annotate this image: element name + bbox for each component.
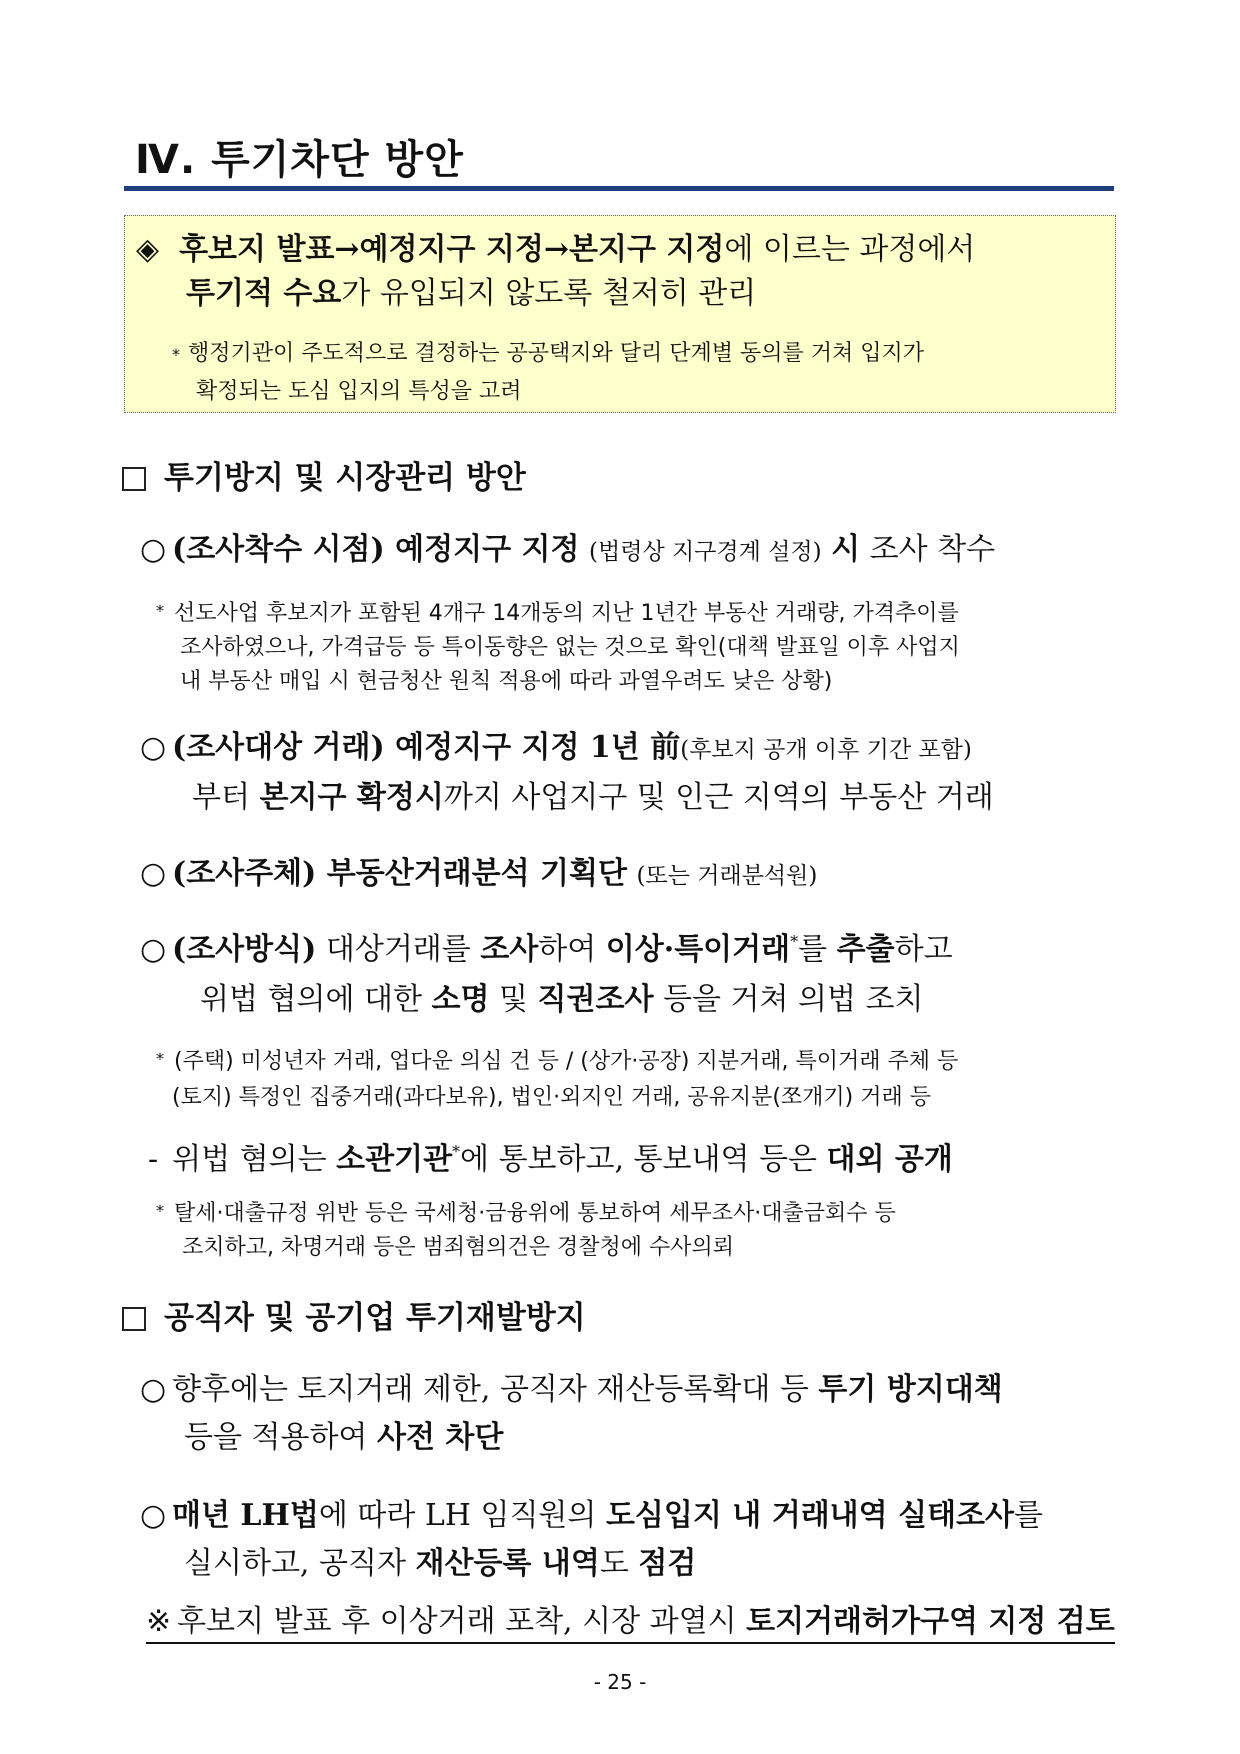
bullet-survey-target-2: 부터 본지구 확정시까지 사업지구 및 인근 지역의 부동산 거래 bbox=[192, 780, 994, 815]
note-abnormal-trades: * (주택) 미성년자 거래, 업다운 의심 건 등 / (상가·공장) 지분거래, 특이거래 주체 등 bbox=[156, 1049, 959, 1074]
bullet-survey-start: ○ (조사착수 시점) 예정지구 지정 (법령상 지구경계 설정) 시 조사 착수 bbox=[140, 532, 996, 567]
final-note: ※ 후보지 발표 후 이상거래 포착, 시장 과열시 토지거래허가구역 지정 검토 bbox=[146, 1596, 1115, 1644]
summary-line-2: 투기적 수요가 유입되지 않도록 철저히 관리 bbox=[186, 276, 757, 311]
dash-violation-notice: - 위법 혐의는 소관기관*에 통보하고, 통보내역 등은 대외 공개 bbox=[148, 1142, 953, 1177]
page-title: Ⅳ. 투기차단 방안 bbox=[135, 137, 464, 183]
bullet-survey-target: ○ (조사대상 거래) 예정지구 지정 1년 前(후보지 공개 이후 기간 포함) bbox=[140, 730, 972, 765]
diamond-marker-icon: ◈ bbox=[136, 232, 160, 267]
summary-note-2: 확정되는 도심 입지의 특성을 고려 bbox=[196, 379, 522, 404]
note-tax-referral-2: 조치하고, 차명거래 등은 범죄혐의건은 경찰청에 수사의뢰 bbox=[182, 1235, 735, 1260]
bullet-lh-survey-2: 실시하고, 공직자 재산등록 내역도 점검 bbox=[184, 1546, 697, 1581]
bullet-future-measures-2: 등을 적용하여 사전 차단 bbox=[184, 1420, 504, 1455]
bullet-future-measures: ○ 향후에는 토지거래 제한, 공직자 재산등록확대 등 투기 방지대책 bbox=[140, 1372, 1003, 1407]
checkbox-square-icon bbox=[122, 467, 146, 491]
note-tax-referral: * 탈세·대출규정 위반 등은 국세청·금융위에 통보하여 세무조사·대출금회수 등 bbox=[156, 1201, 896, 1226]
bullet-survey-subject: ○ (조사주체) 부동산거래분석 기획단 (또는 거래분석원) bbox=[140, 856, 818, 891]
section-heading-1: 투기방지 및 시장관리 방안 bbox=[122, 452, 526, 497]
note-survey-result: * 선도사업 후보지가 포함된 4개구 14개동의 지난 1년간 부동산 거래량, 가격추이를 bbox=[156, 601, 959, 626]
note-survey-result-2: 조사하였으나, 가격급등 등 특이동향은 없는 것으로 확인(대책 발표일 이후 사업지 bbox=[180, 635, 960, 660]
checkbox-square-icon bbox=[122, 1307, 146, 1331]
summary-line-1: ◈ 후보지 발표→예정지구 지정→본지구 지정에 이르는 과정에서 bbox=[136, 232, 976, 267]
bullet-survey-method-2: 위법 협의에 대한 소명 및 직권조사 등을 거쳐 의법 조치 bbox=[200, 982, 924, 1017]
bullet-survey-method: ○ (조사방식) 대상거래를 조사하여 이상·특이거래*를 추출하고 bbox=[140, 932, 953, 967]
summary-note-1: * 행정기관이 주도적으로 결정하는 공공택지와 달리 단계별 동의를 거쳐 입지가 bbox=[172, 341, 925, 366]
page-number: - 25 - bbox=[593, 1670, 647, 1694]
bullet-lh-survey: ○ 매년 LH법에 따라 LH 임직원의 도심입지 내 거래내역 실태조사를 bbox=[140, 1498, 1043, 1533]
note-abnormal-trades-2: (토지) 특정인 집중거래(과다보유), 법인·외지인 거래, 공유지분(쪼개기) 거래 등 bbox=[172, 1085, 931, 1110]
title-underline bbox=[124, 186, 1114, 191]
section-heading-2: 공직자 및 공기업 투기재발방지 bbox=[122, 1292, 586, 1337]
note-survey-result-3: 내 부동산 매입 시 현금청산 원칙 적용에 따라 과열우려도 낮은 상황) bbox=[180, 669, 833, 694]
